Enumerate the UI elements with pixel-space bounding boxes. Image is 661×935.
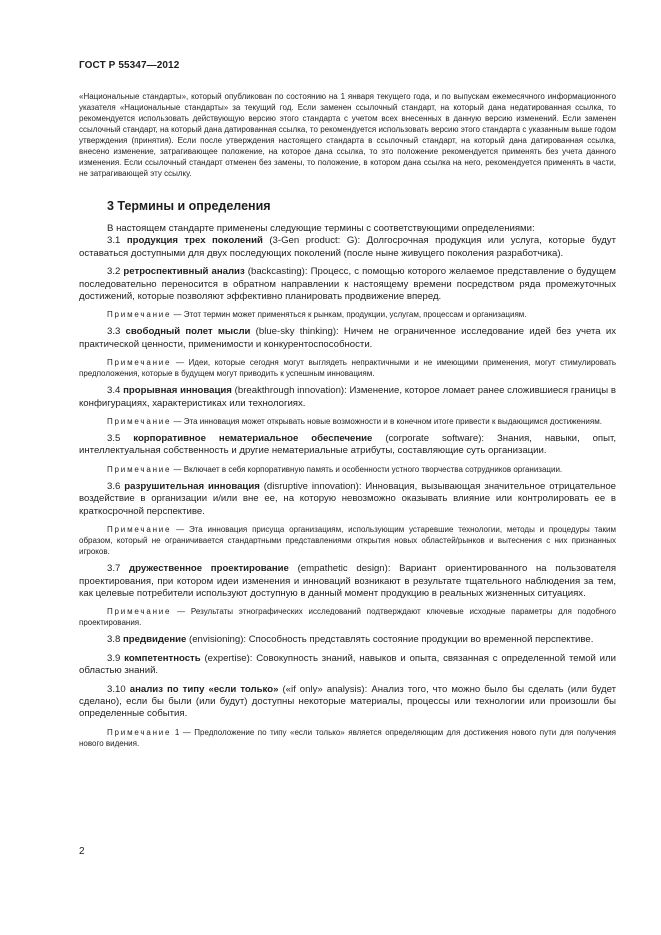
note-text: Эта инновация присуща организациям, использующим устаревшие технологии, методы и процедуры таким образом, который не ограничивается стандартными представлениями открытия новых областей/рынков и вытеснения с них признанных игроков. xyxy=(79,525,616,557)
term-number: 3.7 xyxy=(107,563,121,575)
term-number: 3.1 xyxy=(107,235,121,247)
term-definition: (empathetic design): Вариант ориентированного на пользователя проектирования, при котором идеи изменения и инноваций возникают в результате тщательного наблюдения за тем, как целевые потребители используют доступную в данный момент продукцию в реальных жизненных ситуациях. xyxy=(79,563,617,599)
term-entry xyxy=(79,481,616,518)
term-entry xyxy=(79,634,616,646)
term-note xyxy=(79,309,616,320)
term-number: 3.4 xyxy=(107,385,121,397)
term-entry xyxy=(79,235,616,260)
note-label: Примечание xyxy=(107,464,172,474)
term-entry xyxy=(79,385,616,410)
term-definition: (backcasting): Процесс, с помощью которого желаемое представление о будущем последовательно переносится в обратном направлении к настоящему времени посредством ряда промежуточных достижений, которые позволяют эффективно планировать продвижение вперед. xyxy=(79,266,616,303)
term-entry xyxy=(79,563,616,600)
note-text: Эта инновация может открывать новые возможности и в конечном итоге привести к выдающимся достижениям. xyxy=(183,417,602,427)
page-content xyxy=(79,91,616,755)
note-dash: — xyxy=(171,464,184,474)
note-label: Примечание xyxy=(107,727,172,737)
term-definition: («if only» analysis): Анализ того, что можно было бы сделать (или будет сделано), если бы были (или будут) доступны некоторые материалы, процессы или технологии или произошли бы определенные события. xyxy=(79,683,616,720)
term-number: 3.5 xyxy=(107,433,121,445)
term-name: прорывная инновация xyxy=(123,385,232,397)
term-number: 3.2 xyxy=(107,266,121,278)
term-note xyxy=(79,727,616,749)
section-title: 3 Термины и определения xyxy=(107,199,271,213)
term-definition: (3-Gen product: G): Долгосрочная продукция или услуга, которые будут оставаться доступными для двух последующих поколений (после ныне живущего поколения разработчика). xyxy=(79,235,616,259)
note-label: Примечание xyxy=(107,310,172,320)
note-dash: — xyxy=(171,525,189,535)
note-label: Примечание xyxy=(107,358,172,368)
note-text: Включает в себя корпоративную память и особенности устного творчества сотрудников организации. xyxy=(183,464,563,474)
intro-paragraph: «Национальные стандарты», который опубликован по состоянию на 1 января текущего года, и по выпускам ежемесячного информационного указателя «Национальные стандарты» за текущий год. Если заменен ссылочный стандарт, на который дана недатированная ссылка, то рекомендуется использовать действующую версию этого стандарта с учетом всех внесенных в данную версию изменений. Если заменен ссылочный стандарт, на который дана датированная ссылка, то рекомендуется использовать версию этого стандарта с указанным выше годом утверждения (принятия). Если после утверждения настоящего стандарта в ссылочный стандарт, на который дана датированная ссылка, внесено изменение, затрагивающее положение, на которое дана ссылка, то это положение рекомендуется применять без учета данного изменения. Если ссылочный стандарт отменен без замены, то положение, в котором дана ссылка на него, рекомендуется применять в части, не затрагивающей эту ссылку. xyxy=(79,92,616,178)
term-entry xyxy=(79,433,616,458)
term-name: разрушительная инновация xyxy=(124,480,260,492)
term-number: 3.10 xyxy=(107,683,126,695)
section-intro: В настоящем стандарте применены следующие термины с соответствующими определениями: xyxy=(107,223,535,234)
document-header: ГОСТ Р 55347—2012 xyxy=(79,60,180,71)
term-definition: (envisioning): Способность представлять состояние продукции во временной перспективе. xyxy=(186,634,594,646)
note-dash: — xyxy=(171,417,184,427)
page-number: 2 xyxy=(79,846,85,857)
term-definition: (breakthrough innovation): Изменение, которое ломает ранее сложившиеся границы в конфигурациях, характеристиках или технологиях. xyxy=(79,385,616,409)
terms-list xyxy=(79,235,616,748)
term-name: компетентность xyxy=(124,652,201,664)
term-definition: (blue-sky thinking): Ничем не ограниченное исследование идей без учета их практической ценности, применимости и конкурентоспособности. xyxy=(79,326,616,350)
term-note xyxy=(79,464,616,475)
note-text: Идеи, которые сегодня могут выглядеть непрактичными и не имеющими применения, могут стимулировать предположения, которые в будущем могут приводить к успешным инновациям. xyxy=(79,358,616,379)
term-note xyxy=(79,416,616,427)
term-name: свободный полет мысли xyxy=(125,326,251,338)
note-dash: — xyxy=(171,310,184,320)
term-note xyxy=(79,606,616,628)
term-name: ретроспективный анализ xyxy=(123,266,245,278)
term-definition: (disruptive innovation): Инновация, вызывающая значительное отрицательное воздействие в организации и/или вне ее, на которую невозможно оказывать влияние или контролировать ее в краткосрочной перспективе. xyxy=(79,480,616,517)
term-number: 3.9 xyxy=(107,652,121,664)
term-number: 3.8 xyxy=(107,634,121,646)
note-dash: — xyxy=(171,358,189,368)
note-label: Примечание xyxy=(107,417,172,427)
term-name: анализ по типу «если только» xyxy=(129,683,279,695)
term-name: дружественное проектирование xyxy=(129,563,289,575)
term-name: продукция трех поколений xyxy=(126,235,263,247)
note-label: Примечание xyxy=(107,525,172,535)
term-number: 3.3 xyxy=(107,326,121,338)
term-number: 3.6 xyxy=(107,480,121,492)
note-text: Этот термин может применяться к рынкам, продукции, услугам, процессам и организациям. xyxy=(183,310,527,320)
term-name: корпоративное нематериальное обеспечение xyxy=(133,433,373,445)
term-entry xyxy=(79,684,616,721)
note-label: Примечание xyxy=(107,607,172,617)
note-text: 1 — Предположение по типу «если только» является определяющим для достижения нового пути для получения нового видения. xyxy=(79,727,616,748)
term-definition: (expertise): Совокупность знаний, навыков и опыта, связанная с определенной темой или областью знаний. xyxy=(79,652,617,677)
note-text: Результаты этнографических исследований подтверждают ключевые исходные параметры для подобного проектирования. xyxy=(79,607,616,628)
term-note xyxy=(79,524,616,557)
term-name: предвидение xyxy=(123,634,187,646)
term-note xyxy=(79,357,616,379)
term-definition: (corporate software): Знания, навыки, опыт, интеллектуальная собственность и другие нематериальные атрибуты, составляющие суть организации. xyxy=(79,433,617,457)
note-dash: — xyxy=(171,607,191,617)
term-entry xyxy=(79,326,616,351)
term-entry xyxy=(79,653,616,678)
term-entry xyxy=(79,266,616,303)
